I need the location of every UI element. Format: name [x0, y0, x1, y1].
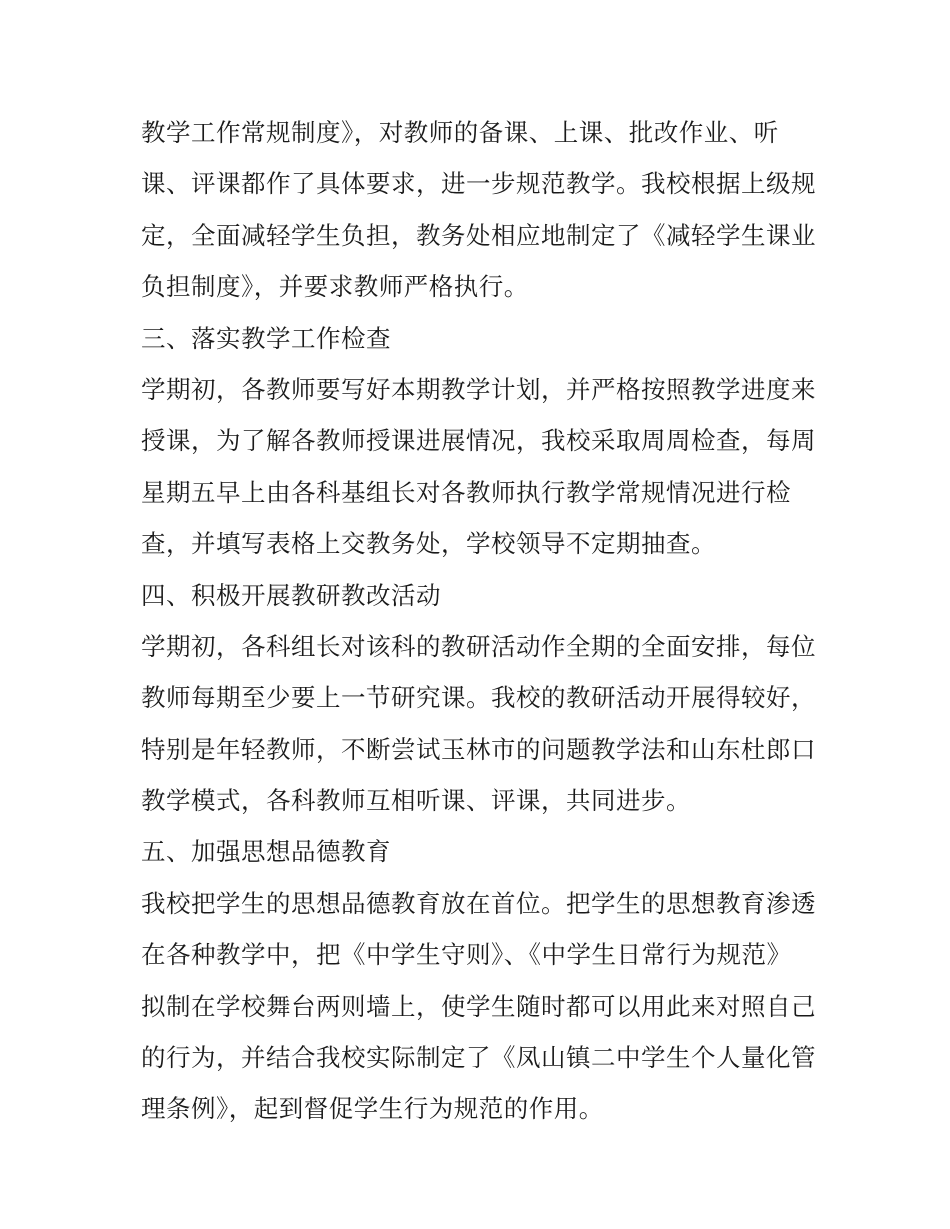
text-line: 星期五早上由各科基组长对各教师执行教学常规情况进行检	[141, 477, 791, 507]
text-line: 定，全面减轻学生负担，教务处相应地制定了《减轻学生课业	[141, 220, 816, 250]
text-line: 教师每期至少要上一节研究课。我校的教研活动开展得较好，	[141, 683, 816, 713]
text-line: 课、评课都作了具体要求，进一步规范教学。我校根据上级规	[141, 169, 816, 199]
text-line: 学期初，各教师要写好本期教学计划，并严格按照教学进度来	[141, 374, 816, 404]
section-heading: 五、加强思想品德教育	[141, 837, 391, 867]
text-line: 拟制在学校舞台两则墙上，使学生随时都可以用此来对照自己	[141, 991, 816, 1021]
text-line: 特别是年轻教师，不断尝试玉林市的问题教学法和山东杜郎口	[141, 734, 816, 764]
text-line: 教学工作常规制度》，对教师的备课、上课、批改作业、听	[141, 118, 779, 147]
text-line: 学期初，各科组长对该科的教研活动作全期的全面安排，每位	[141, 631, 816, 661]
section-heading: 三、落实教学工作检查	[141, 323, 391, 353]
text-line: 我校把学生的思想品德教育放在首位。把学生的思想教育渗透	[141, 888, 816, 918]
text-line: 在各种教学中，把《中学生守则》、《中学生日常行为规范》	[141, 940, 792, 970]
text-line: 理条例》，起到督促学生行为规范的作用。	[141, 1094, 604, 1124]
text-line: 的行为，并结合我校实际制定了《凤山镇二中学生个人量化管	[141, 1043, 816, 1073]
text-line: 教学模式，各科教师互相听课、评课，共同进步。	[141, 786, 691, 816]
section-heading: 四、积极开展教研教改活动	[141, 580, 441, 610]
document-body	[141, 107, 821, 1135]
text-line: 负担制度》，并要求教师严格执行。	[141, 272, 529, 302]
text-line: 授课，为了解各教师授课进展情况，我校采取周周检查，每周	[141, 426, 816, 456]
text-line: 查，并填写表格上交教务处，学校领导不定期抽查。	[141, 529, 716, 559]
